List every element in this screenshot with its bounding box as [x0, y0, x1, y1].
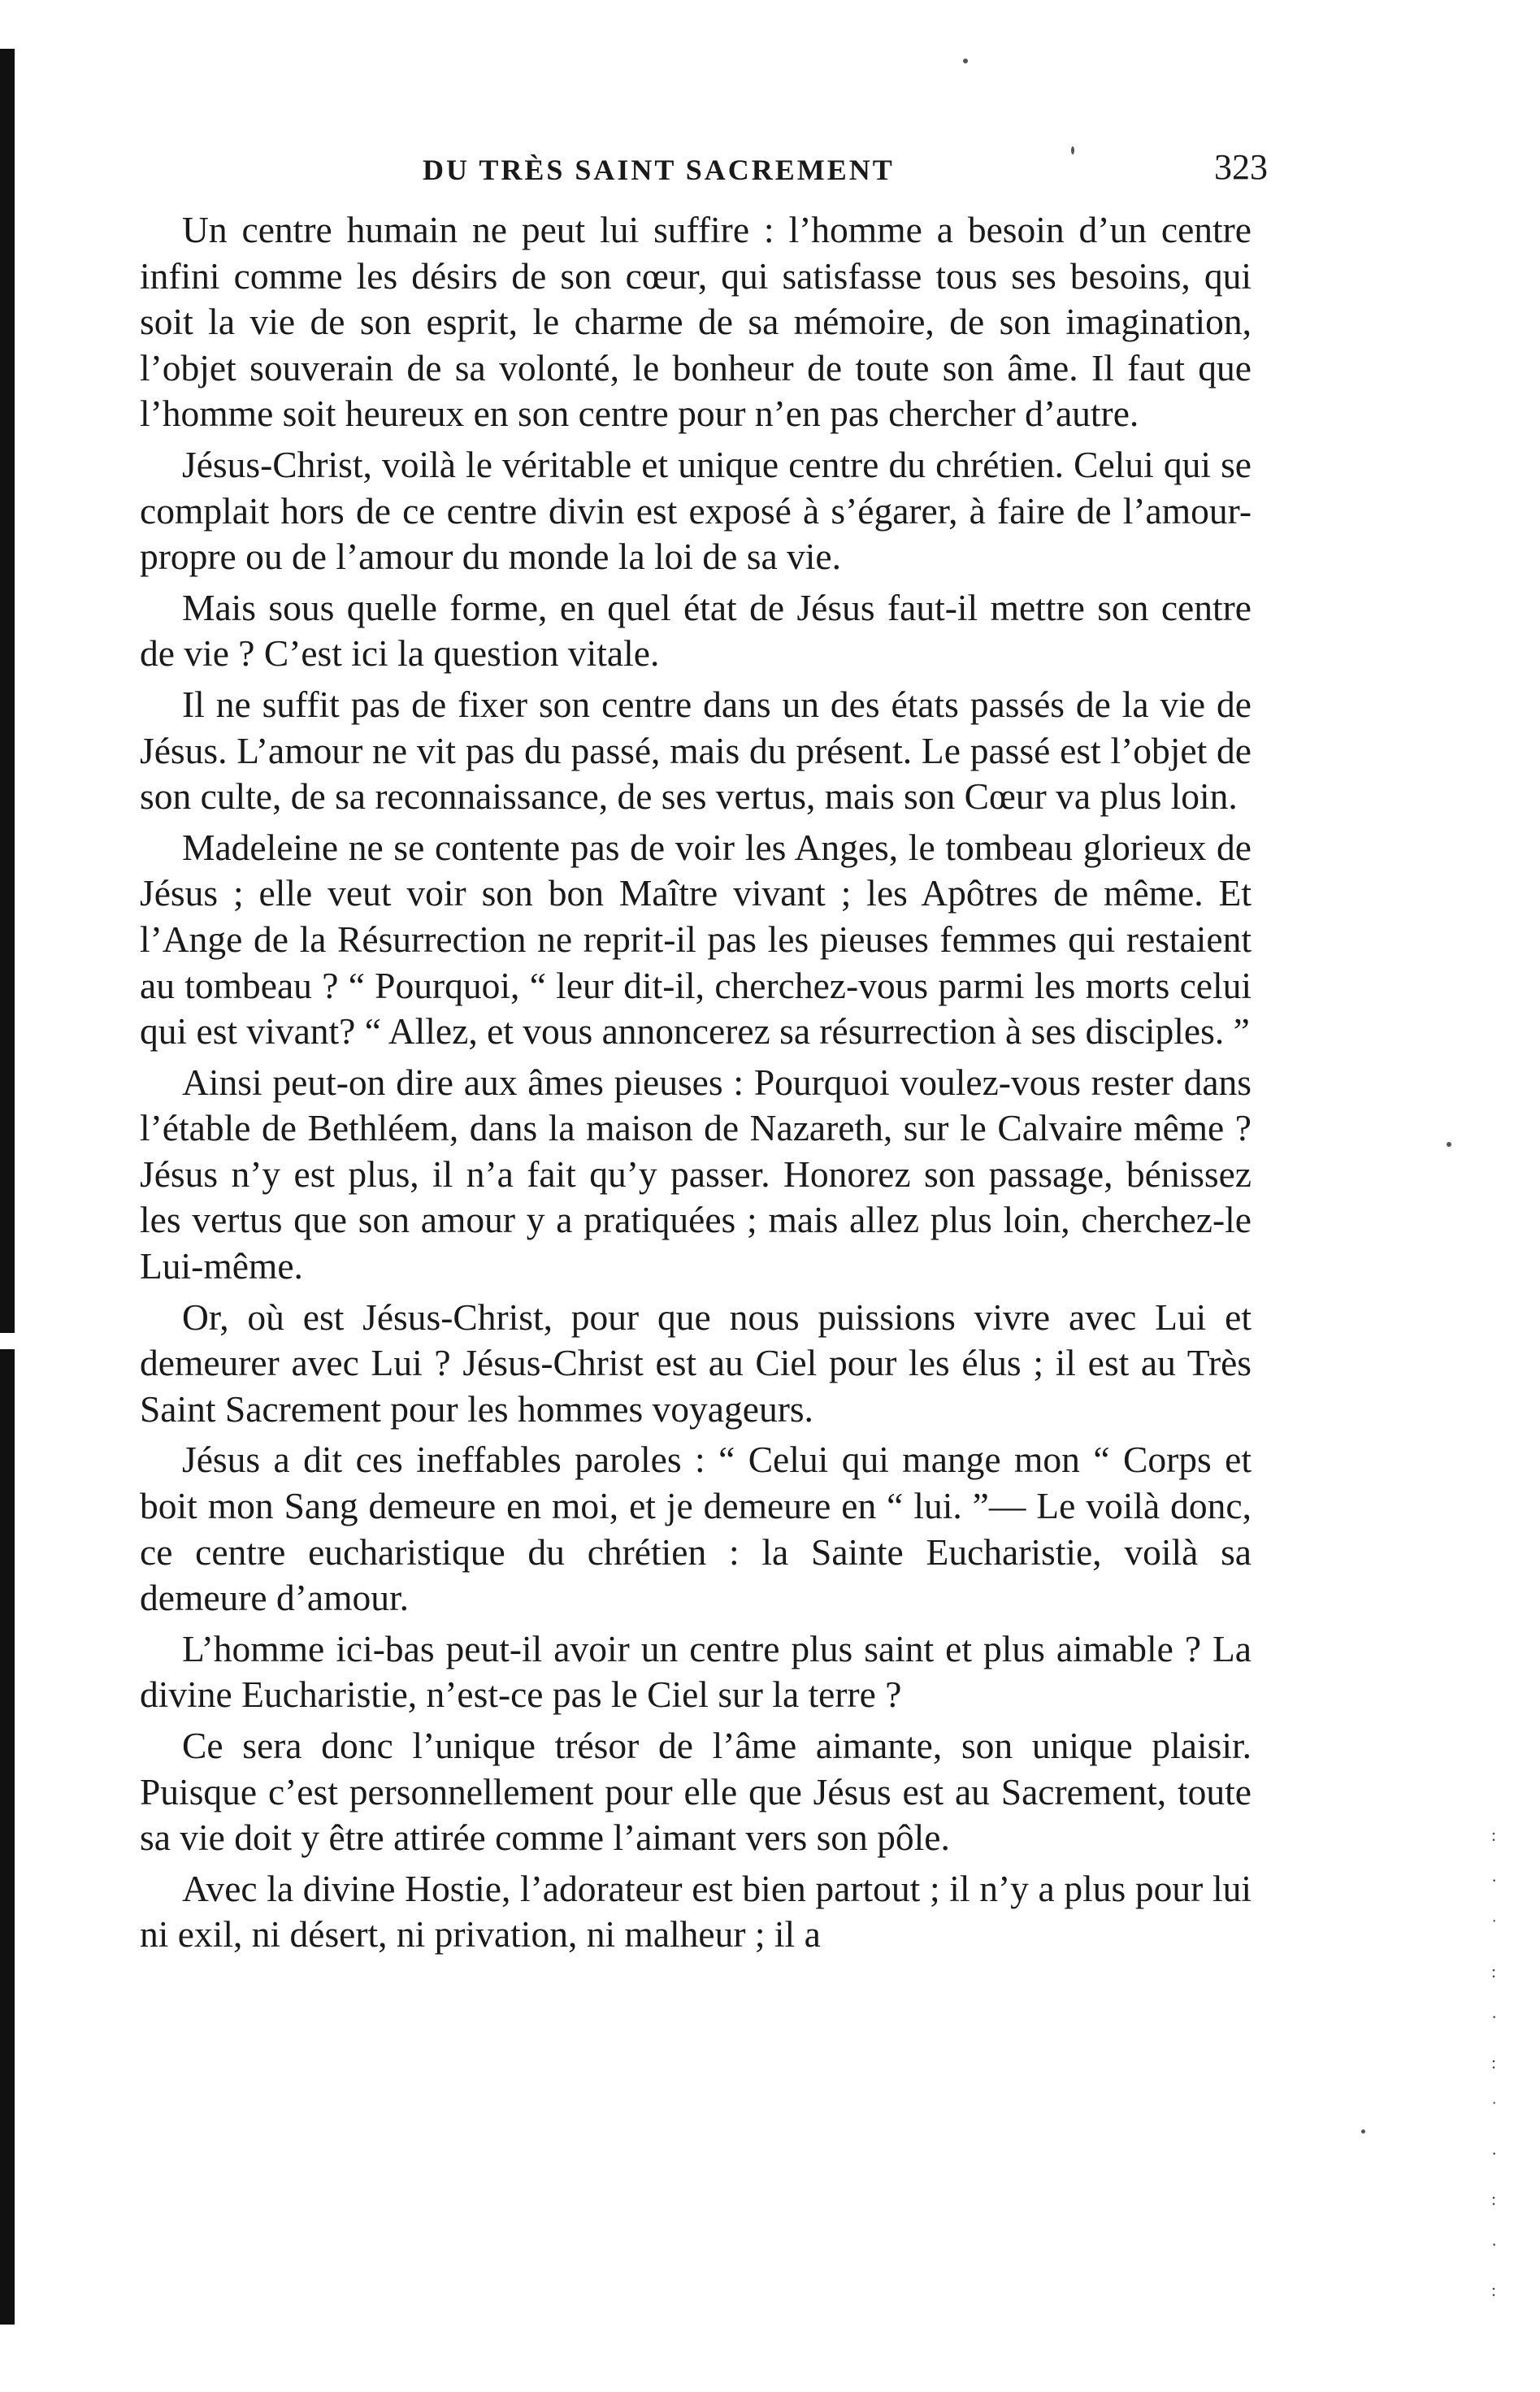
body-text: [140, 207, 1252, 1961]
margin-mark: ·: [1491, 2007, 1498, 2027]
running-title: DU TRÈS SAINT SACREMENT: [423, 154, 895, 186]
margin-mark: ·: [1491, 1870, 1498, 1891]
paragraph-9: L’homme ici-bas peut-il avoir un centre plus saint et plus aimable ? La divine Eucharistie, n’est-ce pas le Ciel sur la terre ?: [140, 1627, 1252, 1716]
page-edge-gap: [0, 1333, 15, 1349]
scan-speck: [1447, 1142, 1451, 1147]
margin-mark: ˙: [1491, 1916, 1498, 1936]
paragraph-6: Ainsi peut-on dire aux âmes pieuses : Pourquoi voulez-vous rester dans l’étable de Bethléem, dans la maison de Nazareth, sur le Calvaire même ? Jésus n’y est plus, il n’a fait qu’y passer. Honorez son passage, bénissez les vertus que son amour y a pratiquées ; mais allez plus loin, cherchez-le Lui-même.: [140, 1061, 1252, 1287]
margin-mark: ·: [1491, 2143, 1498, 2164]
margin-bleed-through: [1491, 1812, 1516, 2365]
paragraph-10: Ce sera donc l’unique trésor de l’âme aimante, son unique plaisir. Puisque c’est personnellement pour elle que Jésus est au Sacrement, toute sa vie doit y être attirée comme l’aimant vers son pôle.: [140, 1725, 1252, 1859]
scan-speck: [963, 59, 968, 63]
page-header: [406, 146, 1268, 195]
paragraph-8: Jésus a dit ces ineffables paroles : “ Celui qui mange mon “ Corps et boit mon Sang demeure en moi, et je demeure en “ lui. ”— Le voilà donc, ce centre eucharistique du chrétien : la Sainte Eucharistie, voilà sa demeure d’amour.: [140, 1439, 1252, 1619]
page-edge-shadow: [0, 49, 15, 2325]
paragraph-4: Il ne suffit pas de fixer son centre dans un des états passés de la vie de Jésus. L’amour ne vit pas du passé, mais du présent. Le passé est l’objet de son culte, de sa reconnaissance, de ses vertus, mais son Cœur va plus loin.: [140, 683, 1252, 818]
paragraph-7: Or, où est Jésus-Christ, pour que nous puissions vivre avec Lui et demeurer avec Lui ? Jésus-Christ est au Ciel pour les élus ; il est au Très Saint Sacrement pour les hommes voyageurs.: [140, 1296, 1252, 1430]
paragraph-2: Jésus-Christ, voilà le véritable et unique centre du chrétien. Celui qui se complait hors de ce centre divin est exposé à s’égarer, à faire de l’amour-propre ou de l’amour du monde la loi de sa vie.: [140, 443, 1252, 578]
margin-mark: :: [1491, 1961, 1497, 1982]
margin-mark: ·: [1491, 2234, 1498, 2255]
page-number: 323: [1214, 147, 1268, 187]
margin-mark: :: [1491, 2189, 1497, 2209]
scan-speck: [1361, 2129, 1365, 2134]
paragraph-3: Mais sous quelle forme, en quel état de Jésus faut-il mettre son centre de vie ? C’est ici la question vitale.: [140, 586, 1252, 675]
paragraph-5: Madeleine ne se contente pas de voir les Anges, le tombeau glorieux de Jésus ; elle veut voir son bon Maître vivant ; les Apôtres de même. Et l’Ange de la Résurrection ne reprit-il pas les pieuses femmes qui restaient au tombeau ? “ Pourquoi, “ leur dit-il, cherchez-vous parmi les morts celui qui est vivant? “ Allez, et vous annoncerez sa résurrection à ses disciples. ”: [140, 826, 1252, 1053]
margin-mark: :: [1491, 2280, 1497, 2300]
margin-mark: ˙: [1491, 2098, 1498, 2118]
paragraph-1: Un centre humain ne peut lui suffire : l’homme a besoin d’un centre infini comme les désirs de son cœur, qui satisfasse tous ses besoins, qui soit la vie de son esprit, le charme de sa mémoire, de son imagination, l’objet souverain de sa volonté, le bonheur de toute son âme. Il faut que l’homme soit heureux en son centre pour n’en pas chercher d’autre.: [140, 209, 1252, 435]
paragraph-11: Avec la divine Hostie, l’adorateur est bien partout ; il n’y a plus pour lui ni exil, ni désert, ni privation, ni malheur ; il a: [140, 1867, 1252, 1956]
margin-mark: :: [1491, 1825, 1497, 1845]
margin-mark: :: [1491, 2052, 1497, 2073]
